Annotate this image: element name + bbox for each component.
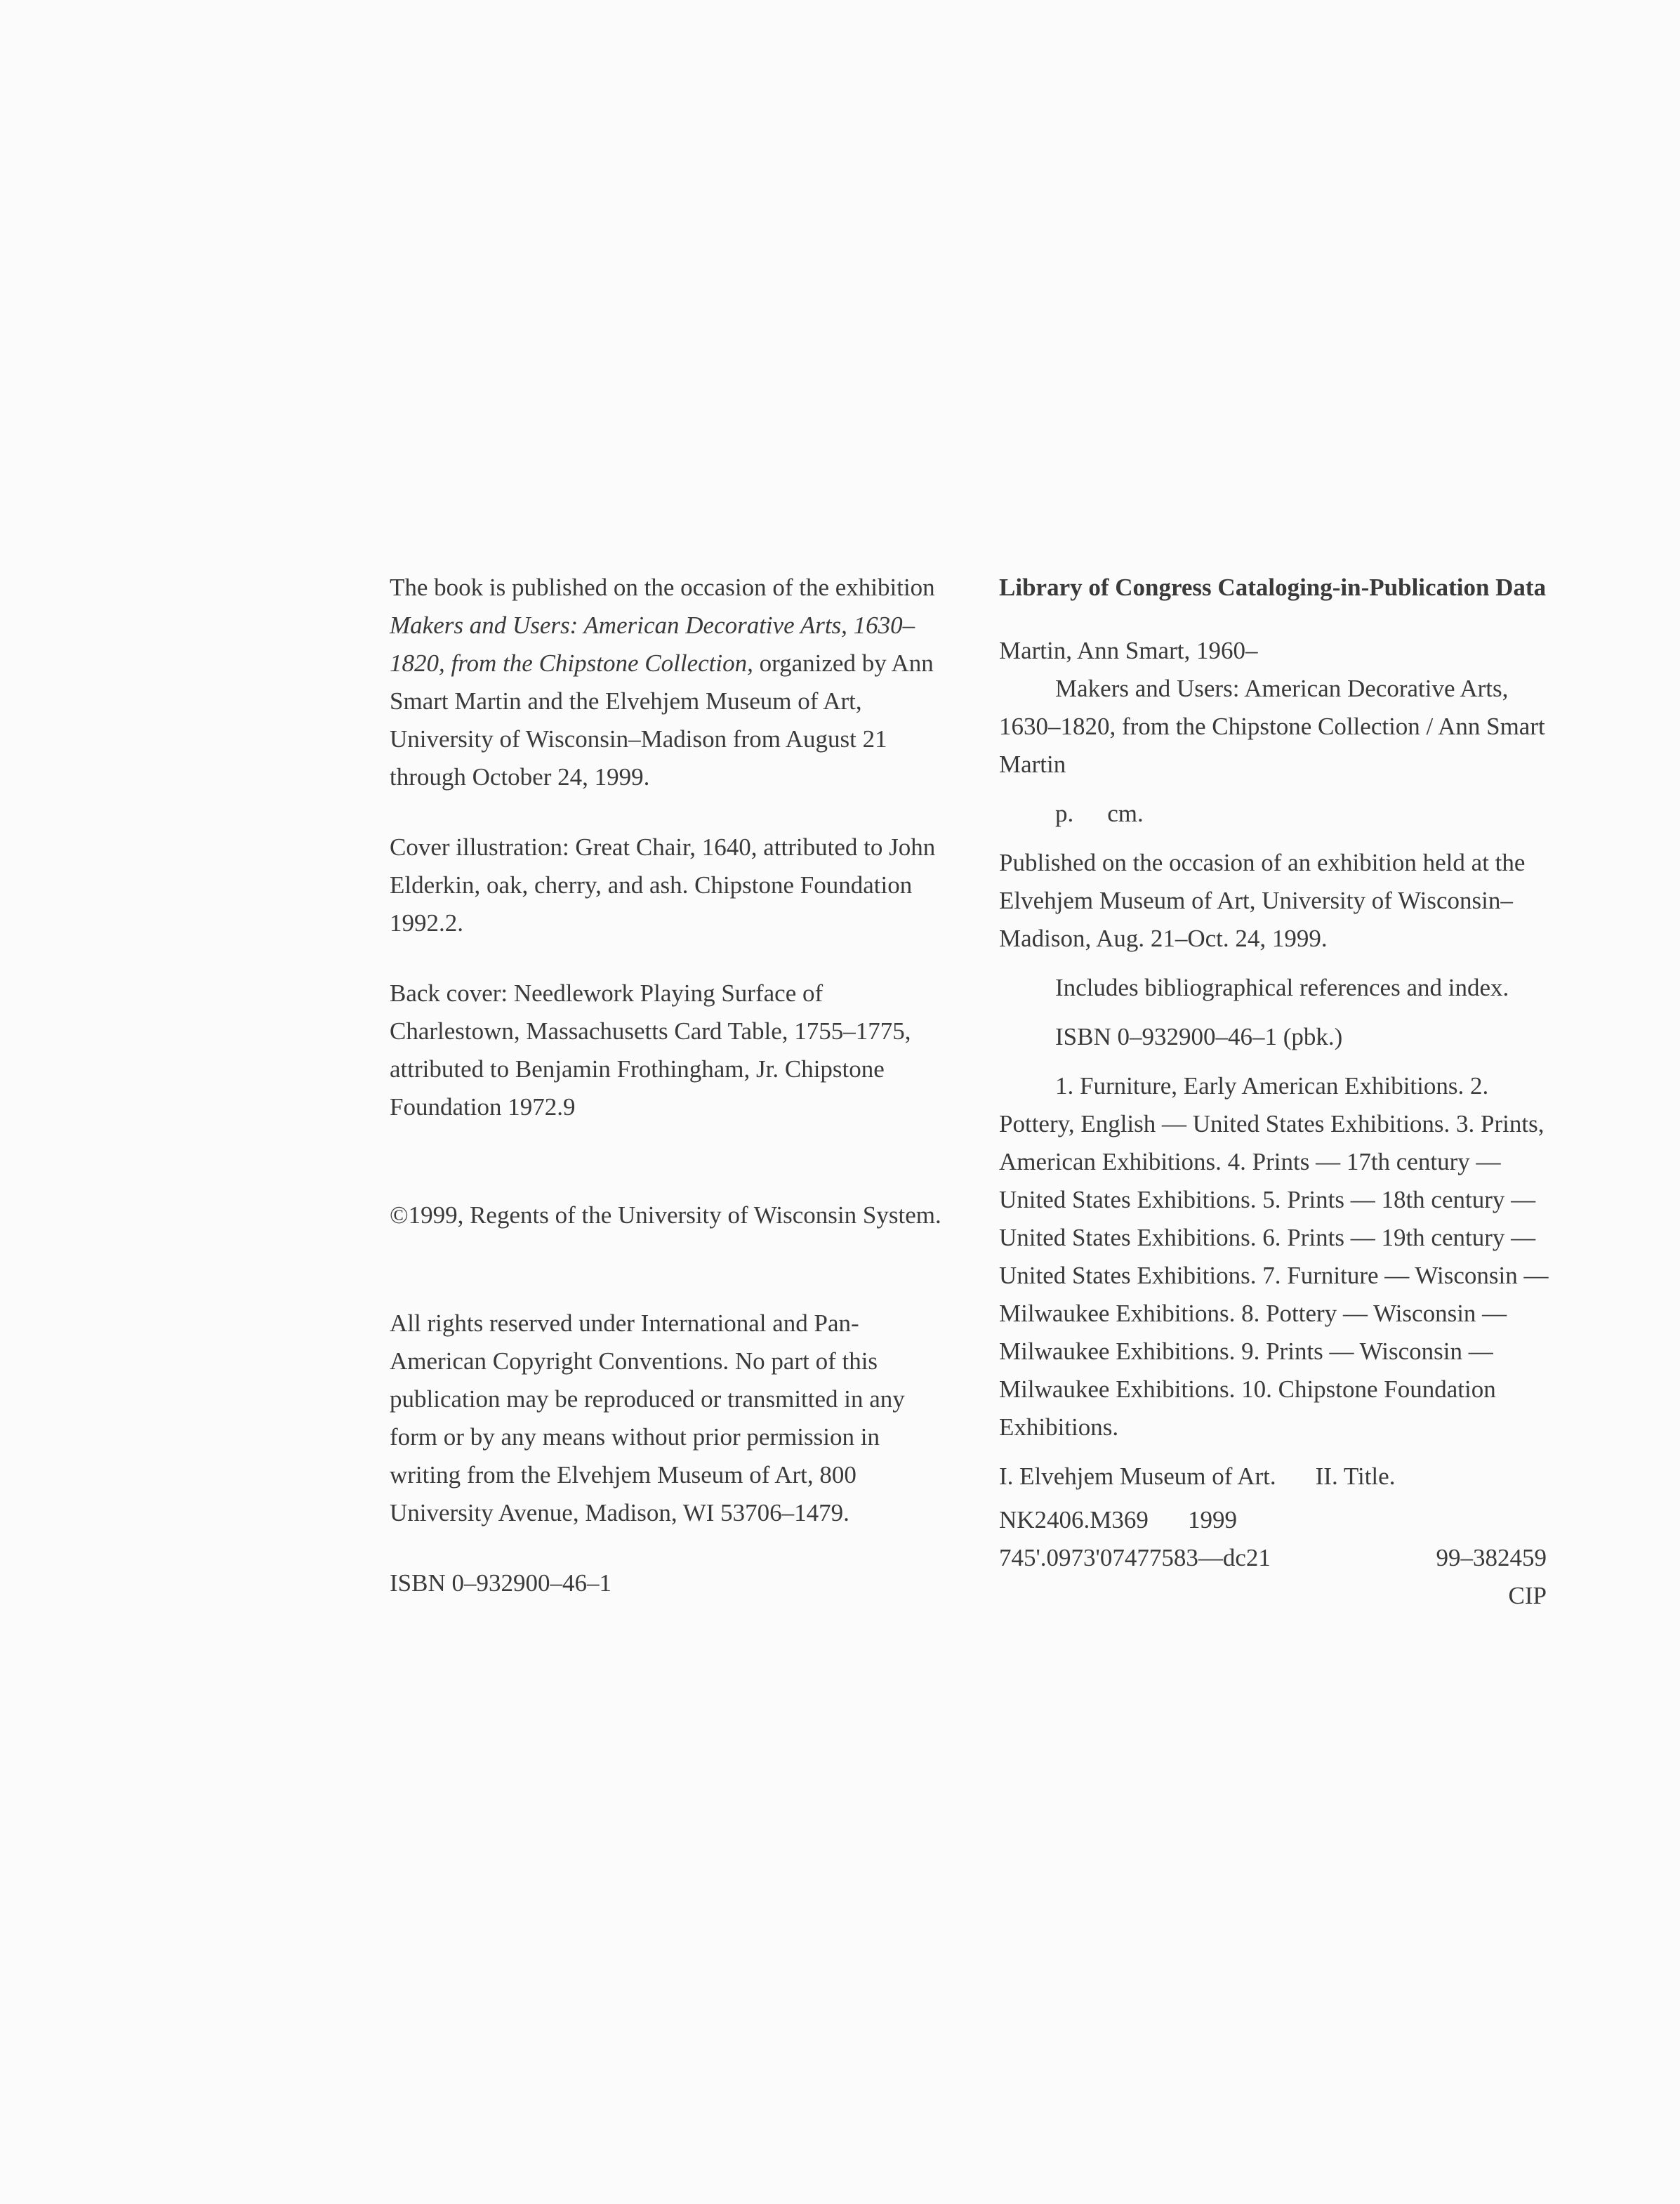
exhibition-paragraph (390, 569, 951, 796)
cip-pages: p. (1055, 800, 1074, 827)
exhibition-text-after: organized by Ann Smart Martin and the Elvehjem Museum of Art, University of Wisconsin–Madison from August 21 through October 24, 1999. (390, 649, 934, 791)
cip-added-entry-title: II. Title. (1315, 1463, 1396, 1490)
cip-lc-call-number (999, 1501, 1561, 1539)
exhibition-text-before: The book is published on the occasion of the exhibition (390, 574, 935, 601)
cip-subjects: 1. Furniture, Early American Exhibitions. 2. Pottery, English — United States Exhibitions. 3. Prints, American Exhibitions. 4. Prints — 17th century — United States Exhibitions. 5. Prints — 18th century — United States Exhibitions. 6. Prints — 19th century — United States Exhibitions. 7. Furniture — Wisconsin — Milwaukee Exhibitions. 8. Pottery — Wisconsin — Milwaukee Exhibitions. 9. Prints — Wisconsin — Milwaukee Exhibitions. 10. Chipstone Foundation Exhibitions. (999, 1072, 1549, 1441)
cip-added-entries (999, 1458, 1561, 1496)
cover-illustration-credit: Cover illustration: Great Chair, 1640, attributed to John Elderkin, oak, cherry, and ash. Chipstone Foundation 1992.2. (390, 833, 936, 937)
copyright-notice: ©1999, Regents of the University of Wisconsin System. (390, 1201, 941, 1229)
cip-added-entry-museum: I. Elvehjem Museum of Art. (999, 1463, 1276, 1490)
cip-author: Martin, Ann Smart, 1960– (999, 637, 1258, 664)
cip-data-column (999, 569, 1561, 1615)
cip-bibliography: Includes bibliographical references and index. (1055, 974, 1509, 1001)
cip-note: Published on the occasion of an exhibition held at the Elvehjem Museum of Art, University of Wisconsin–Madison, Aug. 21–Oct. 24, 1999. (999, 849, 1526, 952)
back-cover-credit: Back cover: Needlework Playing Surface of Charlestown, Massachusetts Card Table, 1755–1775, attributed to Benjamin Frothingham, Jr. Chipstone Foundation 1972.9 (390, 979, 911, 1121)
cip-dewey-line (999, 1539, 1547, 1577)
cip-size: cm. (1107, 800, 1144, 827)
exhibition-title: Makers and Users: American Decorative Arts, 1630–1820, from the Chipstone Collection, (390, 612, 915, 677)
cip-dewey-number: 745'.0973'07477583—dc21 (999, 1544, 1271, 1571)
cip-title-entry: Makers and Users: American Decorative Arts, 1630–1820, from the Chipstone Collection / Ann Smart Martin (999, 675, 1545, 778)
cip-lccn: 99–382459 (1436, 1544, 1547, 1571)
cip-isbn: ISBN 0–932900–46–1 (pbk.) (1055, 1023, 1343, 1050)
cip-lc-class: NK2406.M369 (999, 1506, 1149, 1533)
rights-statement: All rights reserved under International and Pan-American Copyright Conventions. No part of this publication may be reproduced or transmitted in any form or by any means without prior permission in writing from the Elvehjem Museum of Art, 800 University Avenue, Madison, WI 53706–1479. (390, 1309, 905, 1526)
cip-lc-year: 1999 (1187, 1506, 1237, 1533)
cip-mark: CIP (1508, 1582, 1547, 1609)
isbn-left: ISBN 0–932900–46–1 (390, 1569, 611, 1597)
cip-physical-description (999, 795, 1561, 833)
cip-heading: Library of Congress Cataloging-in-Publication Data (999, 574, 1547, 601)
left-column (390, 569, 951, 1602)
